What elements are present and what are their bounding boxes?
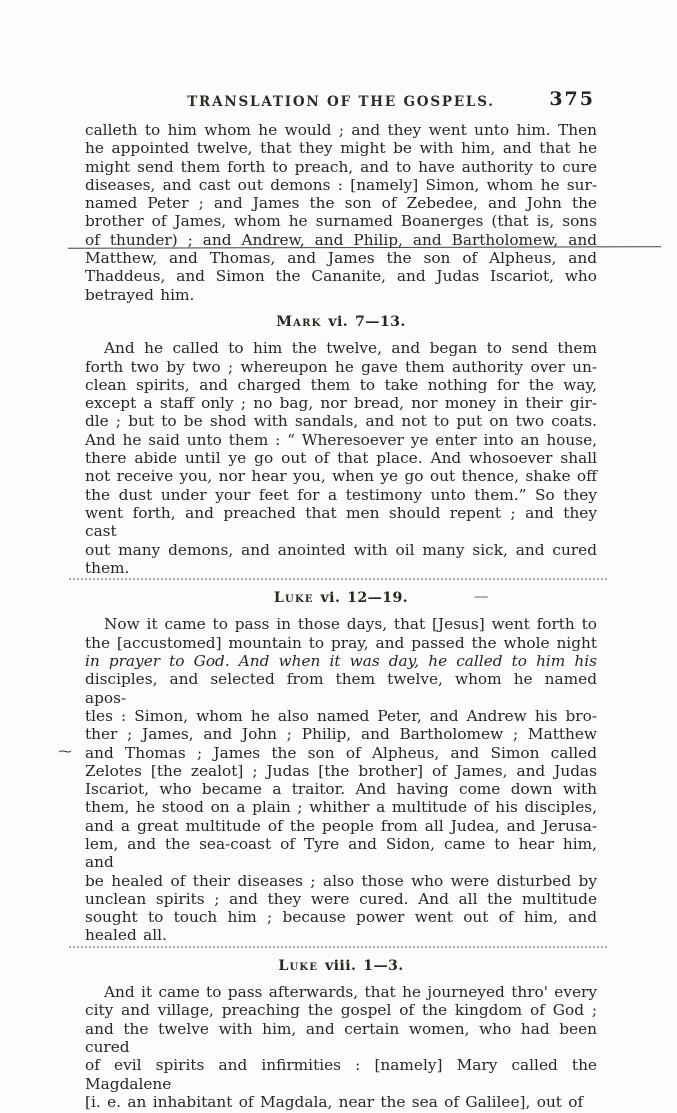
text-line: tles : Simon, whom he also named Peter, and Andrew his bro- <box>85 706 597 725</box>
text-line: city and village, preaching the gospel of the kingdom of God ; <box>85 1001 597 1020</box>
text-line: calleth to him whom he would ; and they went unto him. Then <box>85 121 597 139</box>
text-line: be healed of their diseases ; also those who were disturbed by <box>85 871 597 890</box>
text-line: And he called to him the twelve, and began to send them <box>104 339 597 358</box>
paragraph <box>85 983 597 1111</box>
text-line: in prayer to God. And when it was day, he called to him his <box>85 652 597 671</box>
text-line: Now it came to pass in those days, that [Jesus] went forth to <box>104 615 597 634</box>
text-line: unclean spirits ; and they were cured. And all the multitude <box>85 889 597 908</box>
paragraph <box>58 615 597 945</box>
text-line: there abide until ye go out of that place. And whosoever shall <box>85 449 597 468</box>
scan-dotted-rule-artifact <box>69 578 607 580</box>
text-line: Matthew, and Thomas, and James the son of Alpheus, and <box>85 249 597 268</box>
text-line: And it came to pass afterwards, that he journeyed thro' every <box>104 983 597 1002</box>
text-line: brother of James, whom he surnamed Boanerges (that is, sons <box>85 212 597 231</box>
text-line: Zelotes [the zealot] ; Judas [the brother] of James, and Judas <box>85 761 597 780</box>
text-line: Thaddeus, and Simon the Cananite, and Judas Iscariot, who <box>85 267 597 286</box>
text-line: ⁓ and Thomas ; James the son of Alpheus, and Simon called <box>58 743 597 762</box>
text-line: named Peter ; and James the son of Zebedee, and John the <box>85 194 597 213</box>
page-number: 375 <box>549 88 595 110</box>
text-line: might send them forth to preach, and to have authority to cure <box>85 157 597 176</box>
text-line: ther ; James, and John ; Philip, and Bartholomew ; Matthew <box>85 725 597 744</box>
heading-book-name: Luke <box>278 957 319 974</box>
running-header-title: TRANSLATION OF THE GOSPELS. <box>187 94 495 110</box>
section-heading <box>85 589 597 607</box>
text-line: them. <box>85 558 130 577</box>
margin-mark-artifact: ⁓ <box>58 743 70 760</box>
text-line: clean spirits, and charged them to take nothing for the way, <box>85 375 597 394</box>
text-line: [i. e. an inhabitant of Magdala, near the sea of Galilee], out of <box>85 1092 584 1111</box>
text-block <box>58 121 597 1111</box>
text-line: Iscariot, who became a traitor. And having come down with <box>85 780 597 799</box>
paragraph <box>85 121 597 304</box>
text-line: forth two by two ; whereupon he gave them authority over un- <box>85 357 597 376</box>
heading-book-name: Luke <box>273 590 314 607</box>
text-line: them, he stood on a plain ; whither a multitude of his disciples, <box>85 798 597 817</box>
text-line: he appointed twelve, that they might be with him, and that he <box>85 139 597 158</box>
text-line: out many demons, and anointed with oil many sick, and cured <box>85 540 597 559</box>
heading-verse-ref: vi. 7—13. <box>321 313 406 330</box>
text-line: sought to touch him ; because power went out of him, and <box>85 908 597 927</box>
heading-verse-ref: vi. 12—19. <box>313 590 409 607</box>
paragraph <box>85 339 597 577</box>
text-line: and the twelve with him, and certain women, who had been cured <box>85 1019 597 1056</box>
section-heading <box>85 313 597 331</box>
text-line: of evil spirits and infirmities : [namely] Mary called the Magdalene <box>85 1056 597 1093</box>
text-line: not receive you, nor hear you, when ye go out thence, shake off <box>85 467 597 486</box>
text-line: the dust under your feet for a testimony unto them.” So they <box>85 485 597 504</box>
text-line: of thunder) ; and Andrew, and Philip, and Bartholomew, and <box>85 230 597 249</box>
text-line: And he said unto them : “ Wheresoever ye enter into an house, <box>85 430 597 449</box>
text-line: went forth, and preached that men should repent ; and they cast <box>85 503 597 541</box>
running-header <box>85 88 597 116</box>
text-line: betrayed him. <box>85 285 195 304</box>
text-line: dle ; but to be shod with sandals, and not to put on two coats. <box>85 412 597 431</box>
text-line: except a staff only ; no bag, nor bread, nor money in their gir- <box>85 394 597 413</box>
text-line: healed all. <box>85 926 167 945</box>
text-line: diseases, and cast out demons : [namely] Simon, whom he sur- <box>85 175 597 194</box>
heading-verse-ref: viii. 1—3. <box>318 957 404 974</box>
section-heading <box>85 957 597 975</box>
text-line: disciples, and selected from them twelve, whom he named apos- <box>85 670 597 707</box>
scan-dotted-rule-artifact <box>69 946 607 948</box>
heading-book-name: Mark <box>276 313 322 330</box>
scan-dash-artifact: — <box>474 589 489 606</box>
text-line: and a great multitude of the people from all Judea, and Jerusa- <box>85 816 597 835</box>
text-line: the [accustomed] mountain to pray, and passed the whole night <box>85 633 597 652</box>
text-line: lem, and the sea-coast of Tyre and Sidon, came to hear him, and <box>85 834 597 872</box>
